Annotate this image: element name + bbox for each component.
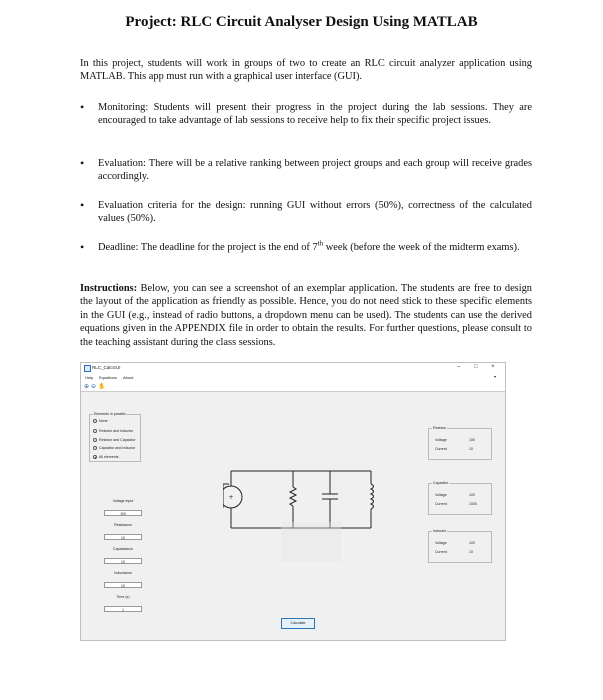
bullet-criteria: • Evaluation criteria for the design: running GUI without errors (50%), correctness of the calculated values (50%). <box>80 198 532 225</box>
capacitor-voltage-row: Voltage 100 <box>435 493 475 497</box>
intro-paragraph: In this project, students will work in groups of two to create an RLC circuit analyzer application using MATLAB. This app must run with a graphical user interface (GUI). <box>80 58 532 83</box>
radio-resistor-capacitor[interactable]: Resistor and Capacitor <box>93 437 136 443</box>
bullet-icon: • <box>80 156 85 170</box>
app-window-title: RLC_CalcGUI <box>92 365 121 370</box>
inductor-voltage-row: Voltage 100 <box>435 541 475 545</box>
result-group-title: Capacitor <box>433 481 449 485</box>
time-label: Time (s) <box>116 595 130 599</box>
capacitor-results-group <box>428 483 492 515</box>
menubar-expand-icon[interactable]: ▾ <box>494 374 497 379</box>
source-plus-sign: + <box>228 494 234 501</box>
zoom-out-icon[interactable]: ⊖ <box>91 384 97 390</box>
app-canvas <box>81 392 505 640</box>
maximize-icon[interactable]: □ <box>474 364 478 370</box>
capacitance-label: Capacitance <box>113 547 133 551</box>
close-icon[interactable]: × <box>491 364 495 370</box>
app-menubar <box>81 373 505 382</box>
result-group-title: Inductor <box>433 529 446 533</box>
bullet-icon: • <box>80 240 85 254</box>
pan-icon[interactable]: ✋ <box>98 384 106 390</box>
capacitance-field[interactable]: 10 <box>104 558 142 564</box>
radio-circle <box>93 446 97 450</box>
menu-equations[interactable]: Equations <box>99 375 117 380</box>
calculate-button[interactable]: Calculate <box>281 618 315 629</box>
faded-overlay <box>281 522 341 562</box>
app-toolbar <box>81 382 505 392</box>
time-field[interactable]: 1 <box>104 606 142 612</box>
minimize-icon[interactable]: – <box>457 364 461 370</box>
resistance-field[interactable]: 10 <box>104 534 142 540</box>
menu-about[interactable]: About <box>123 375 134 380</box>
app-logo-icon <box>84 365 91 372</box>
bullet-evaluation: • Evaluation: There will be a relative ranking between project groups and each group will receive grades accordingly. <box>80 156 532 183</box>
page-title: Project: RLC Circuit Analyser Design Using MATLAB <box>125 14 478 30</box>
bullet-icon: • <box>80 100 85 114</box>
inductor-icon <box>371 484 374 509</box>
resistor-icon <box>290 487 296 506</box>
instructions-label: Instructions: <box>80 283 138 294</box>
result-group-title: Resistor <box>433 426 447 430</box>
inductance-field[interactable]: 10 <box>104 582 142 588</box>
radio-resistor-inductor[interactable]: Resistor and Inductor <box>93 428 133 434</box>
app-screenshot <box>80 362 506 641</box>
bullet-monitoring: • Monitoring: Students will present their progress in the project during the lab sessions. They are encouraged to take advantage of lab sessions to receive help to fix their specific project issues. <box>80 100 532 127</box>
radio-circle <box>93 429 97 433</box>
resistance-label: Resistance <box>114 523 132 527</box>
resistor-current-row: Current 10 <box>435 447 473 451</box>
radio-circle <box>93 419 97 423</box>
resistor-voltage-row: Voltage 100 <box>435 438 475 442</box>
resistor-results-group <box>428 428 492 460</box>
inductance-label: Inductance <box>114 571 132 575</box>
inductor-current-row: Current 10 <box>435 550 473 554</box>
radio-circle-selected <box>93 455 97 459</box>
voltage-input-label: Voltage input <box>112 499 134 503</box>
group-title: Elements in parallel <box>94 412 126 416</box>
inductor-results-group <box>428 531 492 563</box>
bullet-icon: • <box>80 198 85 212</box>
menu-help[interactable]: Help <box>85 375 94 380</box>
zoom-in-icon[interactable]: ⊕ <box>84 384 90 390</box>
radio-circle <box>93 438 97 442</box>
radio-none[interactable]: None <box>93 418 108 424</box>
capacitor-current-row: Current 1000 <box>435 502 477 506</box>
voltage-input-field[interactable]: 100 <box>104 510 142 516</box>
radio-capacitor-inductor[interactable]: Capacitor and Inductor <box>93 445 135 451</box>
elements-groupbox <box>89 414 141 462</box>
bullet-deadline: • Deadline: The deadline for the project is the end of 7th week (before the week of the midterm exams). <box>80 239 520 254</box>
instructions-paragraph: Instructions: Below, you can see a screenshot of an exemplar application. The students are free to design the layout of the application as friendly as possible. Hence, you do not need stick to these specific elements in the GUI (e.g., instead of radio buttons, a dropdown menu can be used). The students can use the derived equations given in the APPENDIX file in order to obtain the results. For further questions, please consult to the teaching assistant during the class sessions. <box>80 283 532 348</box>
radio-all-elements[interactable]: All elements <box>93 454 119 460</box>
app-titlebar <box>81 363 505 373</box>
